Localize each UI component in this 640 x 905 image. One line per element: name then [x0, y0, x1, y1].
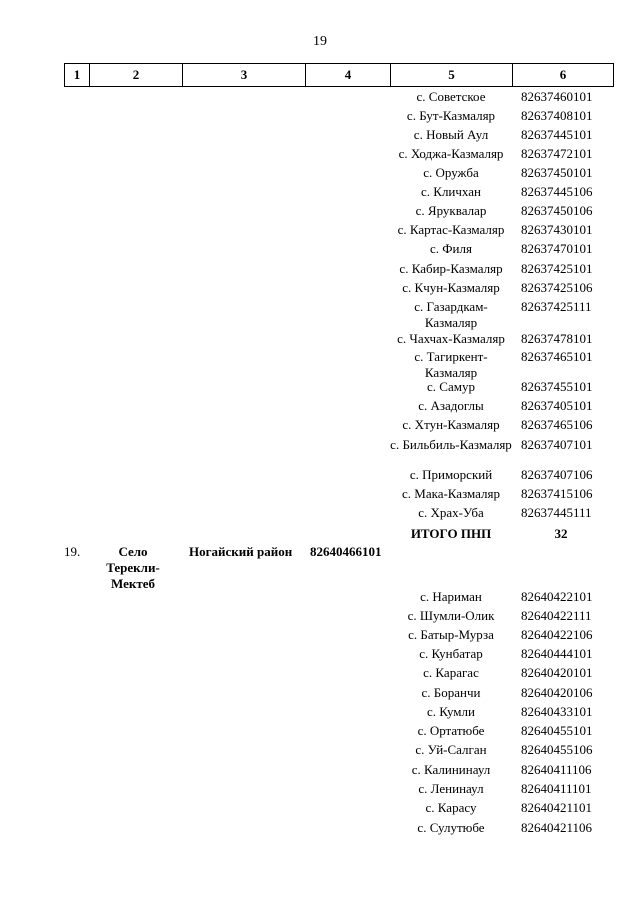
settlement-code: 82640455106	[521, 742, 593, 757]
column-header-table	[64, 63, 614, 87]
settlement-code: 82640420101	[521, 665, 593, 680]
settlement-code: 82640444101	[521, 646, 593, 661]
settlement-name: с. Храх-Уба	[418, 505, 484, 520]
settlement-name: с. Хтун-Казмаляр	[402, 417, 500, 432]
settlement-name: с. Новый Аул	[413, 127, 489, 142]
settlement-name: с. Картас-Казмаляр	[397, 222, 505, 237]
settlement-code: 82637408101	[521, 108, 593, 123]
page-number: 19	[313, 34, 327, 49]
settlement-code: 82637430101	[521, 222, 593, 237]
column-header-row	[65, 64, 614, 87]
settlement-code: 82637407106	[521, 467, 593, 482]
entry-code: 82640466101	[310, 544, 382, 559]
total-value: 32	[554, 526, 568, 541]
settlement-name: с. Карасу	[425, 800, 477, 815]
settlement-name: с. Нариман	[420, 589, 482, 604]
entry-settlement: Село Терекли-Мектеб	[106, 544, 160, 591]
settlement-code: 82640421106	[521, 820, 593, 835]
settlement-name: с. Оружба	[423, 165, 479, 180]
settlement-code: 82637407101	[521, 437, 593, 452]
settlement-code: 82640422106	[521, 627, 593, 642]
settlement-name: с. Шумли-Олик	[407, 608, 495, 623]
column-header-1: 1	[65, 64, 90, 87]
settlement-code: 82640420106	[521, 685, 593, 700]
settlement-name: с. Бильбиль-Казмаляр	[390, 437, 512, 452]
entry-number: 19.	[64, 544, 81, 559]
settlement-name: с. Уй-Салган	[415, 742, 487, 757]
settlement-code: 82637405101	[521, 398, 593, 413]
settlement-name: с. Сулутюбе	[417, 820, 485, 835]
settlement-name: с. Чахчах-Казмаляр	[397, 331, 505, 346]
column-header-5: 5	[391, 64, 513, 87]
settlement-code: 82640422101	[521, 589, 593, 604]
settlement-name: с. Ортатюбе	[417, 723, 485, 738]
settlement-name: с. Ленинаул	[418, 781, 484, 796]
settlement-name: с. Кчун-Казмаляр	[402, 280, 500, 295]
settlement-code: 82637425106	[521, 280, 593, 295]
settlement-code: 82637472101	[521, 146, 593, 161]
settlement-code: 82637465106	[521, 417, 593, 432]
settlement-name: с. Батыр-Мурза	[408, 627, 494, 642]
settlement-code: 82637450106	[521, 203, 593, 218]
settlement-name: с. Советское	[416, 89, 486, 104]
settlement-code: 82640455101	[521, 723, 593, 738]
settlement-code: 82637465101	[521, 349, 593, 364]
settlement-name: с. Тагиркент-Казмаляр	[414, 349, 488, 380]
settlement-code: 82637455101	[521, 379, 593, 394]
settlement-name: с. Мака-Казмаляр	[401, 486, 501, 501]
settlement-name: с. Кумли	[427, 704, 475, 719]
settlement-code: 82637445106	[521, 184, 593, 199]
settlement-code: 82640411101	[521, 781, 592, 796]
settlement-code: 82640421101	[521, 800, 593, 815]
column-header-3: 3	[183, 64, 306, 87]
settlement-name: с. Филя	[430, 241, 472, 256]
settlement-code: 82640411106	[521, 762, 592, 777]
column-header-6: 6	[513, 64, 614, 87]
settlement-name: с. Кабир-Казмаляр	[399, 261, 503, 276]
settlement-code: 82637478101	[521, 331, 593, 346]
settlement-code: 82640422111	[521, 608, 592, 623]
settlement-name: с. Калининаул	[411, 762, 491, 777]
settlement-name: с. Самур	[427, 379, 475, 394]
settlement-code: 82637445101	[521, 127, 593, 142]
settlement-code: 82637415106	[521, 486, 593, 501]
settlement-code: 82637470101	[521, 241, 593, 256]
settlement-name: с. Боранчи	[421, 685, 481, 700]
settlement-name: с. Бут-Казмаляр	[406, 108, 496, 123]
settlement-name: с. Кунбатар	[419, 646, 483, 661]
column-header-2: 2	[90, 64, 183, 87]
settlement-name: с. Карагас	[423, 665, 479, 680]
settlement-code: 82640433101	[521, 704, 593, 719]
settlement-name: с. Газардкам-Казмаляр	[414, 299, 488, 330]
settlement-code: 82637460101	[521, 89, 593, 104]
settlement-code: 82637445111	[521, 505, 592, 520]
settlement-code: 82637450101	[521, 165, 593, 180]
settlement-name: с. Ходжа-Казмаляр	[398, 146, 504, 161]
entry-district: Ногайский район	[189, 544, 293, 559]
settlement-code: 82637425101	[521, 261, 593, 276]
total-label: ИТОГО ПНП	[410, 526, 492, 541]
settlement-name: с. Азадоглы	[418, 398, 484, 413]
settlement-code: 82637425111	[521, 299, 592, 314]
settlement-name: с. Яруквалар	[415, 203, 487, 218]
settlement-name: с. Кличхан	[421, 184, 481, 199]
settlement-name: с. Приморский	[409, 467, 493, 482]
column-header-4: 4	[306, 64, 391, 87]
